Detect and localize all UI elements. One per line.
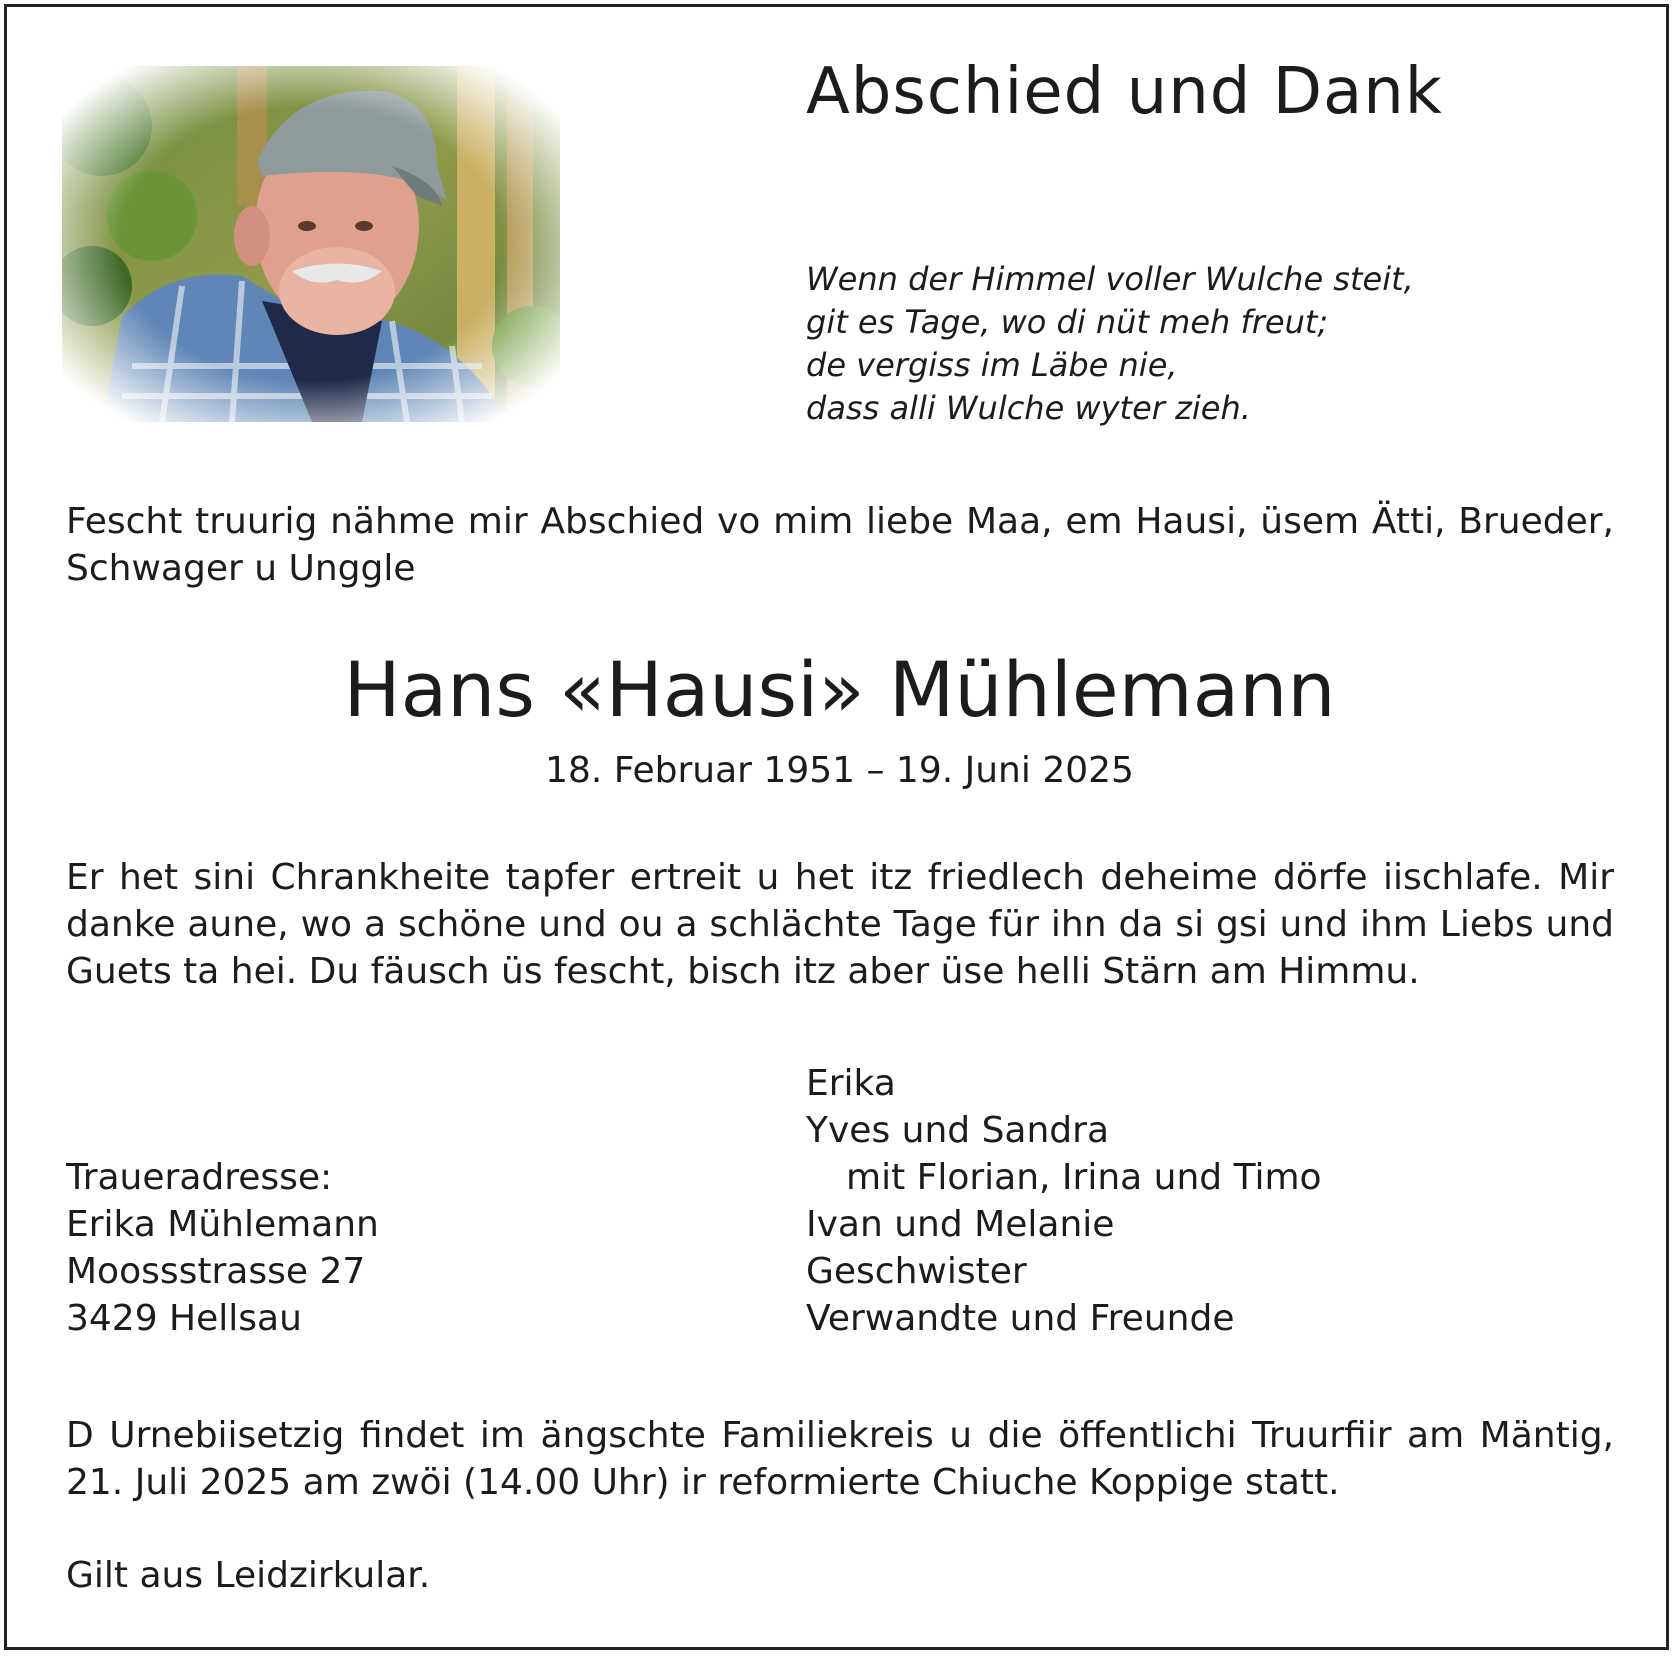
poem-line: de vergiss im Läbe nie, <box>806 346 1178 384</box>
family-member: Yves und Sandra <box>806 1110 1110 1151</box>
deceased-name: Hans «Hausi» Mühlemann <box>343 645 1336 734</box>
family-member: mit Florian, Irina und Timo <box>846 1157 1322 1198</box>
ceremony-paragraph: D Urnebiisetzig findet im ängschte Familiekreis u die öffentlichi Truurfiir am Mäntig, 21. Juli 2025 am zwöi (14.00 Uhr) ir reformierte Chiuche Koppige statt. <box>66 1415 1614 1503</box>
mourning-address <box>66 1154 379 1342</box>
address-label: Traueradresse: <box>66 1157 333 1198</box>
family-member: Erika <box>806 1063 896 1104</box>
address-name: Erika Mühlemann <box>66 1204 379 1245</box>
address-street: Moossstrasse 27 <box>66 1251 366 1292</box>
tribute-paragraph: Er het sini Chrankheite tapfer ertreit u het itz friedlech deheime dörfe iischlafe. Mir danke aune, wo a schöne und ou a schlächte Tage für ihn da si gsi und ihm Liebs und Guets ta hei. Du fäusch üs fescht, bisch itz aber üse helli Stärn am Himmu. <box>66 857 1614 992</box>
family-member: Verwandte und Freunde <box>806 1298 1235 1339</box>
address-city: 3429 Hellsau <box>66 1298 302 1339</box>
footer-note: Gilt aus Leidzirkular. <box>66 1555 431 1596</box>
poem <box>806 258 1414 430</box>
poem-line: git es Tage, wo di nüt meh freut; <box>806 303 1329 341</box>
family-member: Geschwister <box>806 1251 1027 1292</box>
portrait-photo <box>62 66 560 422</box>
family-list <box>806 1060 1322 1342</box>
life-dates: 18. Februar 1951 – 19. Juni 2025 <box>545 750 1134 791</box>
heading-abschied-und-dank: Abschied und Dank <box>806 55 1443 129</box>
family-member: Ivan und Melanie <box>806 1204 1115 1245</box>
poem-line: dass alli Wulche wyter zieh. <box>806 389 1251 427</box>
intro-paragraph: Fescht truurig nähme mir Abschied vo mim liebe Maa, em Hausi, üsem Ätti, Brueder, Schwager u Unggle <box>66 501 1614 589</box>
poem-line: Wenn der Himmel voller Wulche steit, <box>806 260 1414 298</box>
